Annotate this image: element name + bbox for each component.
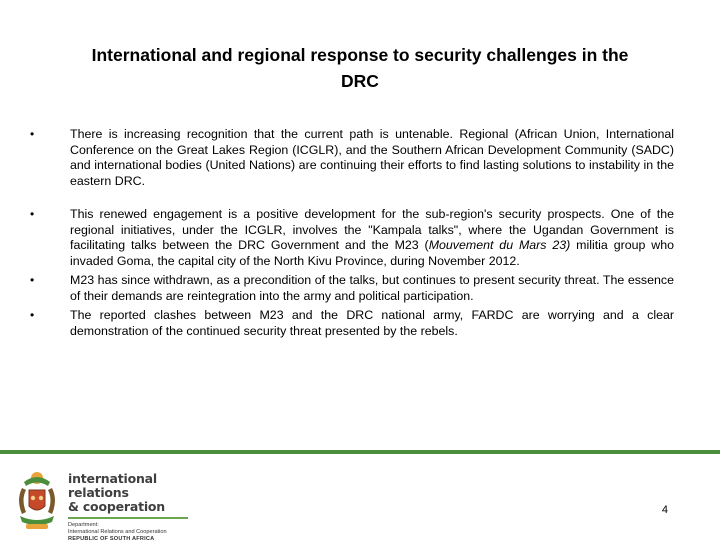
bullet-item bbox=[26, 207, 674, 269]
bullet-item bbox=[26, 308, 674, 339]
bullet-list bbox=[26, 127, 674, 339]
bullet-marker: • bbox=[30, 207, 35, 221]
bullet-marker: • bbox=[30, 127, 35, 141]
brand-line-1: international relations bbox=[68, 471, 158, 500]
title-line-1: International and regional response to security challenges in the bbox=[91, 45, 629, 65]
bullet-marker: • bbox=[30, 308, 35, 322]
bullet-text: This renewed engagement is a positive development for the sub-region's security prospects. One of the regional initiatives, under the ICGLR, involves the "Kampala talks", where the Ugandan Government is facilitating talks between the DRC Government and the M23 ( bbox=[70, 207, 674, 252]
footer bbox=[0, 458, 720, 540]
footer-divider bbox=[0, 450, 720, 454]
bullet-text: The reported clashes between M23 and the DRC national army, FARDC are worrying and a clear demonstration of the continued security threat presented by the rebels. bbox=[70, 308, 674, 338]
bullet-item bbox=[26, 273, 674, 304]
page-number: 4 bbox=[661, 504, 668, 516]
department-label: Department: bbox=[68, 522, 99, 528]
slide-title bbox=[40, 42, 680, 94]
bullet-text: M23 has since withdrawn, as a precondition of the talks, but continues to present security threat. The essence of their demands are reintegration into the army and political participation. bbox=[70, 273, 674, 303]
bullet-marker: • bbox=[30, 273, 35, 287]
coat-of-arms-icon bbox=[12, 470, 62, 532]
brand-text bbox=[68, 472, 208, 543]
title-line-2: DRC bbox=[341, 71, 379, 91]
country-name: REPUBLIC OF SOUTH AFRICA bbox=[68, 536, 155, 542]
brand-line-2: & cooperation bbox=[68, 499, 166, 514]
brand-rule bbox=[68, 517, 188, 519]
bullet-item bbox=[26, 127, 674, 189]
bullet-text-italic: Mouvement du Mars 23) bbox=[428, 238, 571, 252]
department-logo bbox=[8, 466, 708, 542]
bullet-text: There is increasing recognition that the current path is untenable. Regional (African Union, International Conference on the Great Lakes Region (ICGLR), and the Southern African Development Community (SADC) and international bodies (United Nations) are continuing their efforts to find lasting solutions to instability in the eastern DRC. bbox=[70, 127, 674, 188]
bullet-text: militia group who invaded Goma, the capital city of the North Kivu Province, during November 2012. bbox=[70, 238, 674, 268]
department-name: International Relations and Cooperation bbox=[68, 529, 167, 535]
